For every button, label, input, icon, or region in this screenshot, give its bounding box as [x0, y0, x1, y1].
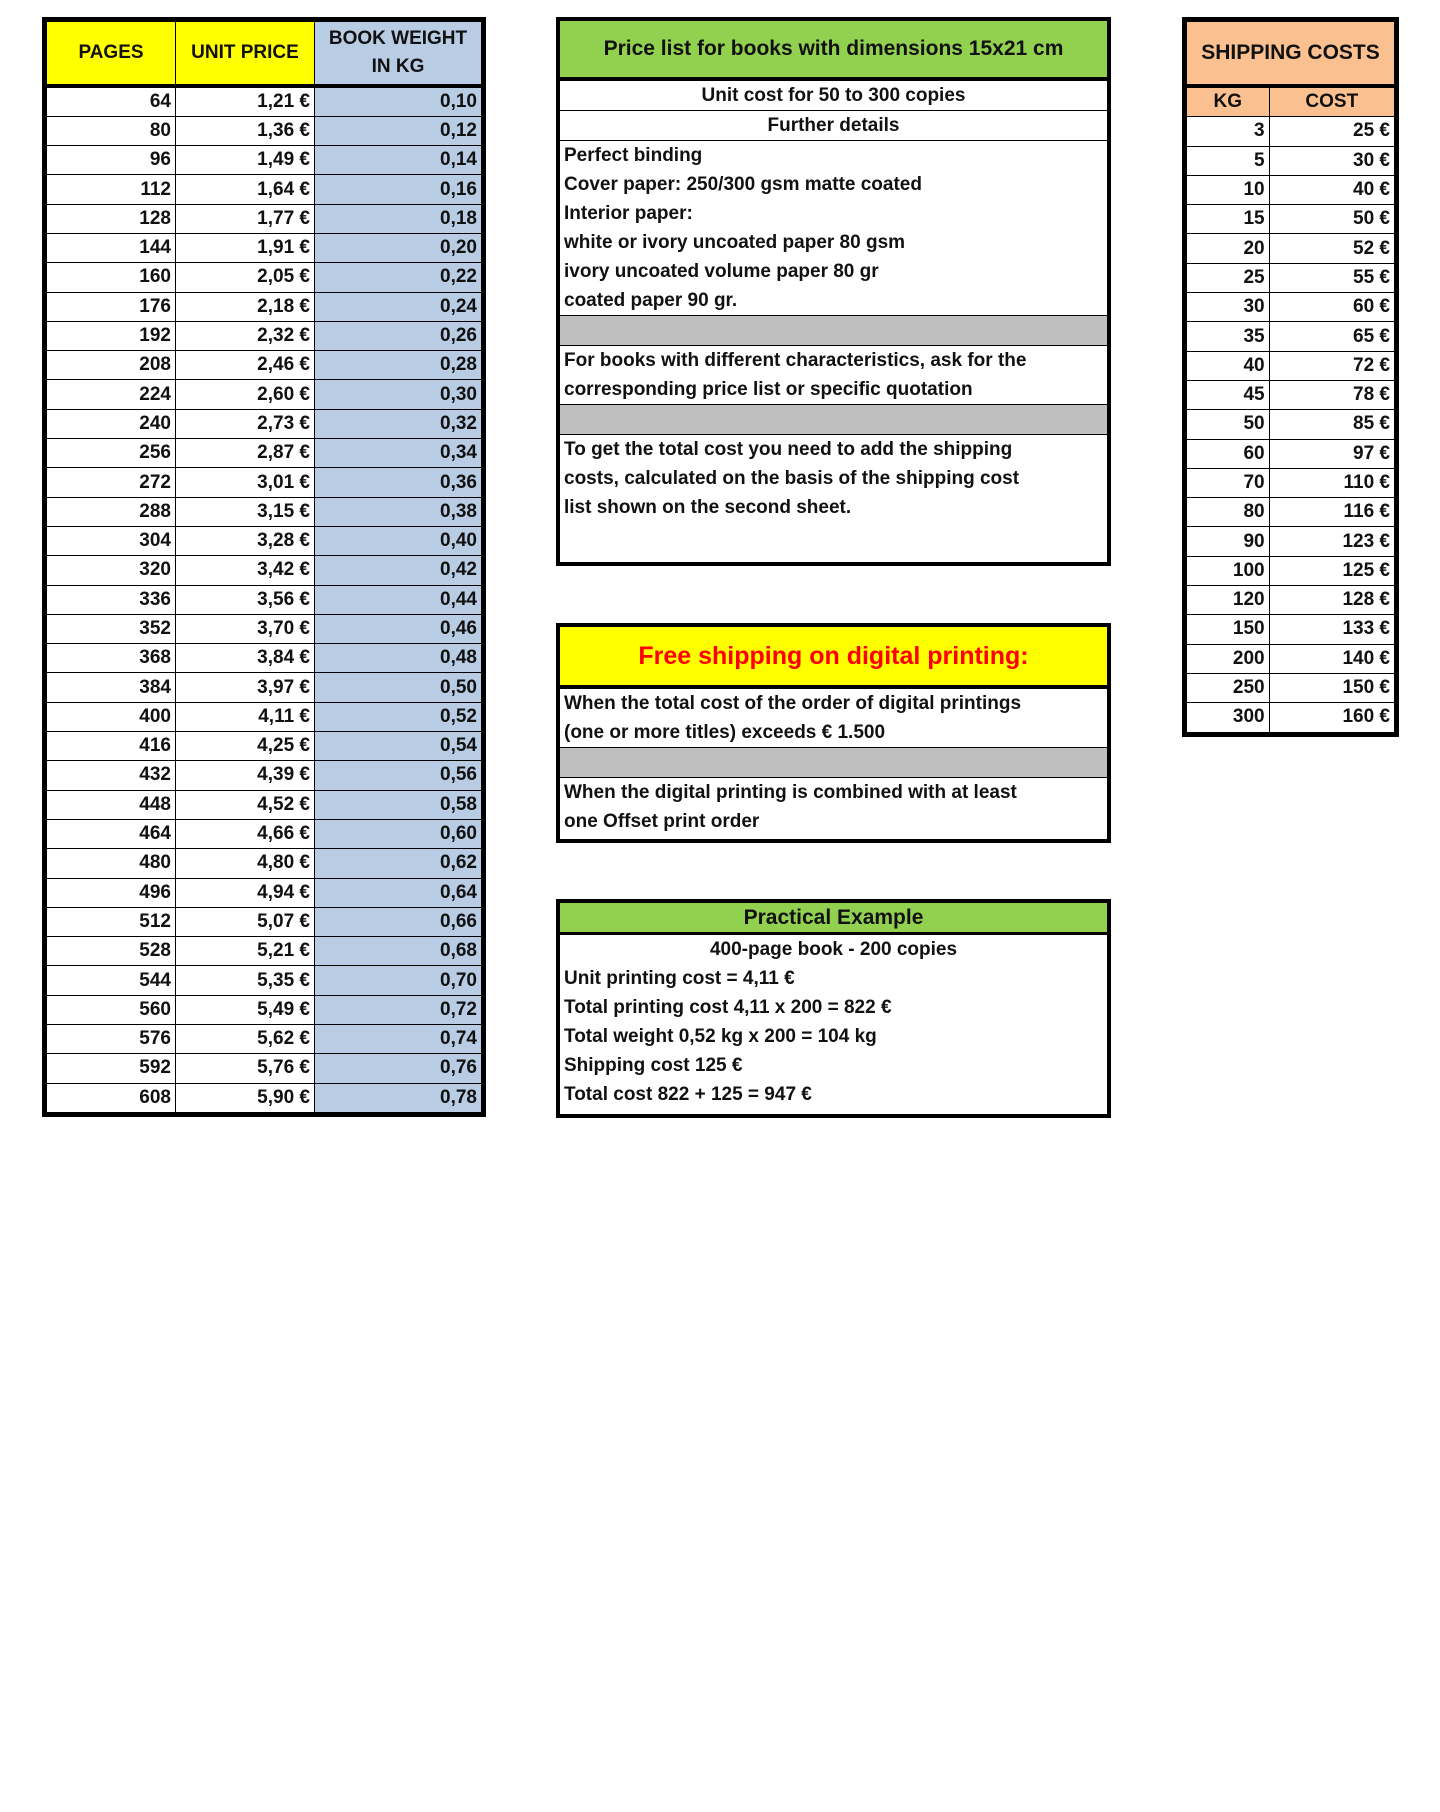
pricing-table	[42, 17, 486, 1117]
cell-kg: 15	[1187, 205, 1270, 234]
table-row	[47, 673, 482, 702]
table-row	[47, 292, 482, 321]
cell-kg: 300	[1187, 703, 1270, 732]
cell-unit-price: 2,46 €	[176, 351, 315, 380]
cell-pages: 592	[47, 1054, 176, 1083]
cell-cost: 110 €	[1269, 468, 1394, 497]
cell-cost: 133 €	[1269, 615, 1394, 644]
table-row	[47, 644, 482, 673]
table-row	[47, 585, 482, 614]
cell-cost: 123 €	[1269, 527, 1394, 556]
cell-pages: 608	[47, 1083, 176, 1112]
shipping-row	[1187, 410, 1395, 439]
cell-pages: 496	[47, 878, 176, 907]
table-row	[47, 819, 482, 848]
cell-weight: 0,26	[315, 321, 482, 350]
table-row	[47, 526, 482, 555]
cell-pages: 464	[47, 819, 176, 848]
table-row	[47, 116, 482, 145]
condition-line: When the total cost of the order of digital printings	[564, 693, 1022, 714]
example-line: Total cost 822 + 125 = 947 €	[564, 1084, 812, 1105]
table-row	[47, 790, 482, 819]
cell-pages: 64	[47, 86, 176, 117]
detail-line: ivory uncoated volume paper 80 gr	[564, 261, 879, 282]
table-row	[47, 263, 482, 292]
cell-weight: 0,12	[315, 116, 482, 145]
cell-unit-price: 1,64 €	[176, 175, 315, 204]
cell-kg: 100	[1187, 556, 1270, 585]
cell-weight: 0,38	[315, 497, 482, 526]
cell-weight: 0,16	[315, 175, 482, 204]
table-row	[47, 146, 482, 175]
cell-weight: 0,72	[315, 995, 482, 1024]
cell-pages: 192	[47, 321, 176, 350]
cell-unit-price: 3,15 €	[176, 497, 315, 526]
cell-weight: 0,78	[315, 1083, 482, 1112]
note-line: corresponding price list or specific quotation	[564, 379, 973, 400]
cell-kg: 200	[1187, 644, 1270, 673]
table-row	[47, 614, 482, 643]
cell-pages: 400	[47, 702, 176, 731]
cell-kg: 10	[1187, 175, 1270, 204]
table-row	[47, 380, 482, 409]
cell-unit-price: 4,11 €	[176, 702, 315, 731]
shipping-row	[1187, 263, 1395, 292]
cell-cost: 50 €	[1269, 205, 1394, 234]
cell-pages: 512	[47, 907, 176, 936]
shipping-row	[1187, 146, 1395, 175]
cell-cost: 150 €	[1269, 673, 1394, 702]
shipping-costs-table	[1182, 17, 1399, 737]
table-row	[47, 233, 482, 262]
shipping-row	[1187, 498, 1395, 527]
cell-kg: 120	[1187, 586, 1270, 615]
cell-unit-price: 5,07 €	[176, 907, 315, 936]
table-row	[47, 966, 482, 995]
cell-weight: 0,20	[315, 233, 482, 262]
detail-line: Interior paper:	[564, 203, 693, 224]
cell-kg: 80	[1187, 498, 1270, 527]
cell-unit-price: 4,66 €	[176, 819, 315, 848]
cell-weight: 0,28	[315, 351, 482, 380]
cell-kg: 45	[1187, 380, 1270, 409]
cell-pages: 128	[47, 204, 176, 233]
header-pages: PAGES	[47, 22, 176, 86]
cost-header: COST	[1269, 86, 1394, 117]
cell-weight: 0,34	[315, 439, 482, 468]
shipping-row	[1187, 615, 1395, 644]
cell-unit-price: 3,01 €	[176, 468, 315, 497]
cell-unit-price: 4,94 €	[176, 878, 315, 907]
table-row	[47, 761, 482, 790]
cell-kg: 250	[1187, 673, 1270, 702]
cell-unit-price: 4,39 €	[176, 761, 315, 790]
free-shipping-title: Free shipping on digital printing:	[560, 627, 1107, 689]
shipping-row	[1187, 673, 1395, 702]
detail-line: coated paper 90 gr.	[564, 290, 738, 311]
cell-weight: 0,14	[315, 146, 482, 175]
cell-cost: 25 €	[1269, 117, 1394, 146]
cell-weight: 0,42	[315, 556, 482, 585]
shipping-row	[1187, 175, 1395, 204]
cell-cost: 55 €	[1269, 263, 1394, 292]
cell-weight: 0,54	[315, 732, 482, 761]
cell-weight: 0,58	[315, 790, 482, 819]
unit-cost-label: Unit cost for 50 to 300 copies	[560, 81, 1107, 111]
table-row	[47, 1083, 482, 1112]
cell-pages: 384	[47, 673, 176, 702]
cell-weight: 0,22	[315, 263, 482, 292]
table-row	[47, 878, 482, 907]
cell-unit-price: 2,60 €	[176, 380, 315, 409]
cell-pages: 336	[47, 585, 176, 614]
info-title: Price list for books with dimensions 15x21 cm	[560, 21, 1107, 81]
cell-pages: 224	[47, 380, 176, 409]
table-row	[47, 497, 482, 526]
cell-kg: 70	[1187, 468, 1270, 497]
cell-weight: 0,48	[315, 644, 482, 673]
cell-unit-price: 1,49 €	[176, 146, 315, 175]
cell-unit-price: 5,21 €	[176, 937, 315, 966]
cell-cost: 65 €	[1269, 322, 1394, 351]
table-row	[47, 1054, 482, 1083]
cell-cost: 116 €	[1269, 498, 1394, 527]
table-row	[47, 351, 482, 380]
table-row	[47, 86, 482, 117]
cell-unit-price: 3,42 €	[176, 556, 315, 585]
detail-line: Cover paper: 250/300 gsm matte coated	[564, 174, 922, 195]
cell-cost: 30 €	[1269, 146, 1394, 175]
cell-weight: 0,30	[315, 380, 482, 409]
free-shipping-box	[556, 623, 1111, 843]
detail-line: Perfect binding	[564, 145, 703, 166]
shipping-row	[1187, 439, 1395, 468]
shipping-row	[1187, 586, 1395, 615]
cell-kg: 150	[1187, 615, 1270, 644]
table-row	[47, 1025, 482, 1054]
cell-unit-price: 1,77 €	[176, 204, 315, 233]
note-line: list shown on the second sheet.	[564, 497, 852, 518]
cell-cost: 160 €	[1269, 703, 1394, 732]
cell-cost: 125 €	[1269, 556, 1394, 585]
cell-kg: 50	[1187, 410, 1270, 439]
cell-cost: 140 €	[1269, 644, 1394, 673]
cell-unit-price: 1,91 €	[176, 233, 315, 262]
cell-weight: 0,66	[315, 907, 482, 936]
shipping-row	[1187, 293, 1395, 322]
different-note	[560, 346, 1107, 405]
cell-cost: 78 €	[1269, 380, 1394, 409]
cell-pages: 240	[47, 409, 176, 438]
shipping-row	[1187, 205, 1395, 234]
cell-unit-price: 2,18 €	[176, 292, 315, 321]
cell-pages: 368	[47, 644, 176, 673]
shipping-row	[1187, 351, 1395, 380]
example-subtitle: 400-page book - 200 copies	[709, 939, 958, 960]
note-line: costs, calculated on the basis of the shipping cost	[564, 468, 1020, 489]
cell-pages: 80	[47, 116, 176, 145]
cell-kg: 60	[1187, 439, 1270, 468]
shipping-row	[1187, 468, 1395, 497]
cell-pages: 96	[47, 146, 176, 175]
cell-weight: 0,74	[315, 1025, 482, 1054]
cell-weight: 0,62	[315, 849, 482, 878]
cell-cost: 40 €	[1269, 175, 1394, 204]
cell-weight: 0,44	[315, 585, 482, 614]
condition-2	[560, 778, 1107, 836]
cell-pages: 272	[47, 468, 176, 497]
cell-unit-price: 3,84 €	[176, 644, 315, 673]
table-row	[47, 702, 482, 731]
cell-unit-price: 3,28 €	[176, 526, 315, 555]
cell-cost: 52 €	[1269, 234, 1394, 263]
cell-weight: 0,52	[315, 702, 482, 731]
shipping-row	[1187, 556, 1395, 585]
cell-pages: 256	[47, 439, 176, 468]
cell-pages: 544	[47, 966, 176, 995]
shipping-row	[1187, 322, 1395, 351]
cell-cost: 60 €	[1269, 293, 1394, 322]
condition-line: one Offset print order	[564, 811, 760, 832]
cell-pages: 144	[47, 233, 176, 262]
cell-weight: 0,60	[315, 819, 482, 848]
total-note	[560, 435, 1107, 522]
cell-kg: 3	[1187, 117, 1270, 146]
kg-header: KG	[1187, 86, 1270, 117]
cell-pages: 288	[47, 497, 176, 526]
cell-unit-price: 5,49 €	[176, 995, 315, 1024]
cell-weight: 0,32	[315, 409, 482, 438]
separator	[560, 748, 1107, 778]
table-row	[47, 468, 482, 497]
shipping-row	[1187, 703, 1395, 732]
cell-unit-price: 5,90 €	[176, 1083, 315, 1112]
condition-line: When the digital printing is combined with at least	[564, 782, 1017, 803]
cell-unit-price: 3,70 €	[176, 614, 315, 643]
example-line: Total weight 0,52 kg x 200 = 104 kg	[564, 1026, 877, 1047]
cell-weight: 0,40	[315, 526, 482, 555]
table-row	[47, 849, 482, 878]
table-row	[47, 204, 482, 233]
example-title: Practical Example	[560, 903, 1107, 935]
cell-kg: 40	[1187, 351, 1270, 380]
header-unit-price: UNIT PRICE	[176, 22, 315, 86]
shipping-row	[1187, 644, 1395, 673]
cell-pages: 160	[47, 263, 176, 292]
cell-cost: 128 €	[1269, 586, 1394, 615]
shipping-row	[1187, 234, 1395, 263]
cell-pages: 560	[47, 995, 176, 1024]
cell-unit-price: 2,87 €	[176, 439, 315, 468]
cell-unit-price: 1,36 €	[176, 116, 315, 145]
cell-pages: 112	[47, 175, 176, 204]
cell-cost: 72 €	[1269, 351, 1394, 380]
details-list	[560, 141, 1107, 316]
condition-line: (one or more titles) exceeds € 1.500	[564, 722, 886, 743]
cell-unit-price: 4,80 €	[176, 849, 315, 878]
cell-weight: 0,46	[315, 614, 482, 643]
cell-pages: 528	[47, 937, 176, 966]
info-box	[556, 17, 1111, 566]
header-weight: BOOK WEIGHT IN KG	[315, 22, 482, 86]
cell-pages: 352	[47, 614, 176, 643]
cell-unit-price: 2,32 €	[176, 321, 315, 350]
cell-unit-price: 5,62 €	[176, 1025, 315, 1054]
cell-pages: 208	[47, 351, 176, 380]
cell-kg: 30	[1187, 293, 1270, 322]
practical-example-box	[556, 899, 1111, 1118]
cell-weight: 0,70	[315, 966, 482, 995]
cell-pages: 416	[47, 732, 176, 761]
cell-weight: 0,64	[315, 878, 482, 907]
example-line: Unit printing cost = 4,11 €	[564, 968, 795, 989]
detail-line: white or ivory uncoated paper 80 gsm	[564, 232, 906, 253]
shipping-row	[1187, 117, 1395, 146]
cell-weight: 0,76	[315, 1054, 482, 1083]
cell-kg: 25	[1187, 263, 1270, 292]
cell-kg: 20	[1187, 234, 1270, 263]
cell-pages: 320	[47, 556, 176, 585]
cell-weight: 0,36	[315, 468, 482, 497]
table-row	[47, 175, 482, 204]
cell-unit-price: 5,35 €	[176, 966, 315, 995]
cell-pages: 432	[47, 761, 176, 790]
table-row	[47, 732, 482, 761]
table-row	[47, 321, 482, 350]
example-line: Shipping cost 125 €	[564, 1055, 743, 1076]
cell-unit-price: 4,52 €	[176, 790, 315, 819]
cell-unit-price: 2,73 €	[176, 409, 315, 438]
table-row	[47, 556, 482, 585]
cell-pages: 176	[47, 292, 176, 321]
cell-cost: 97 €	[1269, 439, 1394, 468]
cell-weight: 0,56	[315, 761, 482, 790]
cell-kg: 35	[1187, 322, 1270, 351]
cell-kg: 90	[1187, 527, 1270, 556]
cell-unit-price: 3,97 €	[176, 673, 315, 702]
shipping-row	[1187, 380, 1395, 409]
cell-unit-price: 4,25 €	[176, 732, 315, 761]
cell-cost: 85 €	[1269, 410, 1394, 439]
cell-unit-price: 5,76 €	[176, 1054, 315, 1083]
note-line: For books with different characteristics, ask for the	[564, 350, 1027, 371]
further-details-label: Further details	[560, 111, 1107, 141]
table-row	[47, 409, 482, 438]
table-row	[47, 995, 482, 1024]
cell-weight: 0,68	[315, 937, 482, 966]
note-line: To get the total cost you need to add the shipping	[564, 439, 1013, 460]
cell-unit-price: 2,05 €	[176, 263, 315, 292]
cell-pages: 576	[47, 1025, 176, 1054]
separator	[560, 405, 1107, 435]
cell-weight: 0,50	[315, 673, 482, 702]
cell-pages: 448	[47, 790, 176, 819]
condition-1	[560, 689, 1107, 748]
example-line: Total printing cost 4,11 x 200 = 822 €	[564, 997, 892, 1018]
shipping-row	[1187, 527, 1395, 556]
table-row	[47, 907, 482, 936]
table-row	[47, 937, 482, 966]
cell-unit-price: 3,56 €	[176, 585, 315, 614]
cell-pages: 304	[47, 526, 176, 555]
separator	[560, 316, 1107, 346]
cell-weight: 0,18	[315, 204, 482, 233]
cell-kg: 5	[1187, 146, 1270, 175]
cell-unit-price: 1,21 €	[176, 86, 315, 117]
cell-pages: 480	[47, 849, 176, 878]
shipping-title: SHIPPING COSTS	[1187, 22, 1395, 87]
cell-weight: 0,10	[315, 86, 482, 117]
cell-weight: 0,24	[315, 292, 482, 321]
table-row	[47, 439, 482, 468]
